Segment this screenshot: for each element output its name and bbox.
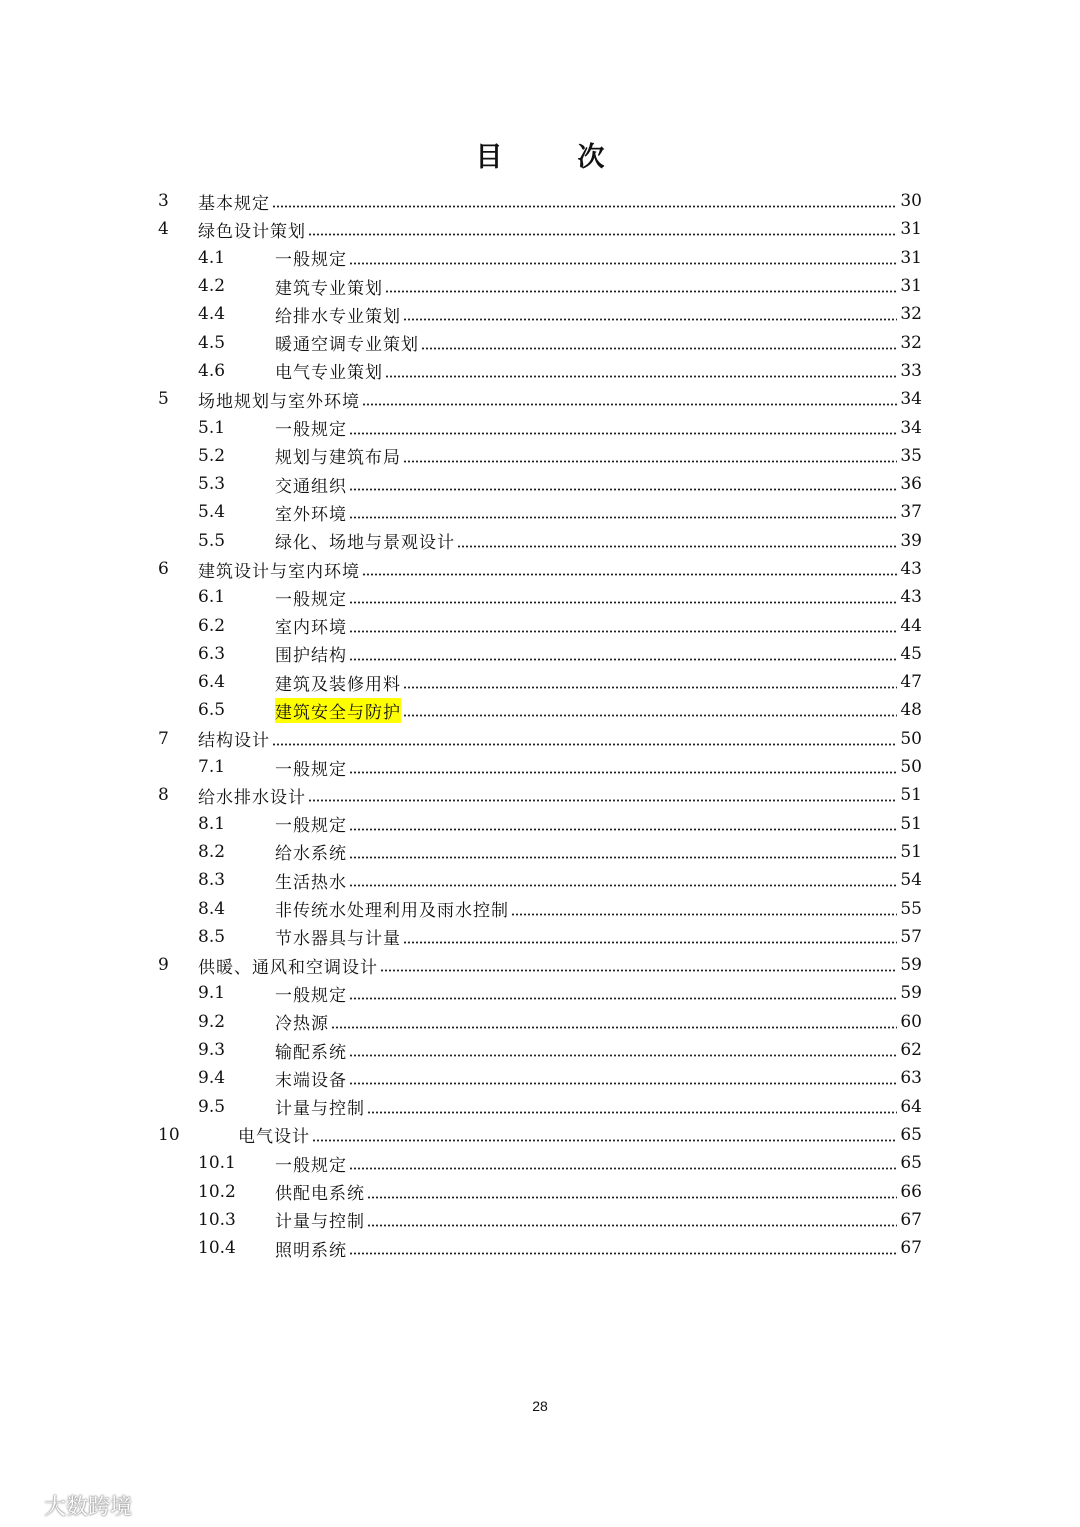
toc-entry: [158, 272, 922, 300]
toc-entry-title: 计量与控制: [275, 1099, 365, 1120]
toc-entry-number: 6: [158, 559, 169, 579]
toc-entry-title: 暖通空调专业策划: [275, 335, 419, 356]
toc-entry: [158, 1206, 922, 1234]
toc-entry-number: 10.4: [198, 1238, 236, 1259]
toc-entry-page: 65: [900, 1124, 922, 1145]
toc-entry: [158, 1093, 922, 1121]
toc-entry-title: 供配电系统: [275, 1184, 365, 1205]
toc-entry: [158, 668, 922, 696]
toc-entry-number: 5.5: [198, 530, 226, 551]
toc-entry-number: 9: [158, 955, 169, 976]
toc-entry: [158, 810, 922, 838]
toc-entry-number: 5.2: [198, 445, 226, 466]
toc-entry-number: 8.3: [198, 870, 226, 891]
toc-entry-number: 6.4: [198, 672, 226, 693]
toc-entry-page: 60: [900, 1011, 922, 1032]
dot-leader: [349, 251, 897, 265]
toc-entry-page: 32: [900, 304, 922, 325]
dot-leader: [403, 930, 897, 944]
toc-entry-page: 44: [900, 615, 922, 636]
dot-leader: [349, 619, 897, 633]
toc-entry-page: 57: [900, 926, 922, 947]
toc-entry-title: 规划与建筑布局: [275, 448, 401, 469]
toc-entry-title: 供暖、通风和空调设计: [198, 957, 378, 978]
toc-entry-page: 51: [900, 813, 922, 834]
toc-entry-number: 9.1: [198, 983, 226, 1004]
toc-entry-number: 7: [158, 728, 169, 749]
toc-entry-number: 9.3: [198, 1040, 226, 1061]
toc-entry-title: 建筑专业策划: [275, 278, 383, 299]
toc-entry: [158, 357, 922, 385]
watermark-text: 大数跨境: [44, 1495, 133, 1520]
toc-entry-title: 给水系统: [275, 844, 347, 865]
toc-entry: [158, 470, 922, 498]
toc-entry-number: 6.3: [198, 643, 226, 664]
toc-entry-page: 31: [900, 219, 922, 240]
toc-entry-title: 给排水专业策划: [275, 306, 401, 327]
dot-leader: [349, 421, 897, 435]
toc-entry-number: 7.1: [198, 757, 226, 778]
toc-entry-number: 8.5: [198, 926, 226, 947]
toc-entry-page: 48: [900, 700, 922, 721]
toc-entry-title: 一般规定: [275, 816, 347, 837]
toc-entry-page: 32: [900, 332, 922, 353]
toc-entry-page: 51: [900, 841, 922, 862]
dot-leader: [403, 675, 897, 689]
page-number: 28: [532, 1398, 548, 1414]
toc-entry-number: 6.2: [198, 615, 226, 636]
toc-entry-number: 5: [158, 389, 169, 410]
toc-entry: [158, 640, 922, 668]
toc-entry-title: 场地规划与室外环境: [198, 391, 360, 412]
dot-leader: [349, 1241, 897, 1255]
toc-entry-page: 50: [900, 757, 922, 778]
toc-entry-number: 4.5: [198, 332, 226, 353]
toc-entry-title: 围护结构: [275, 646, 347, 667]
toc-entry-number: 5.3: [198, 474, 226, 495]
toc-entry: [158, 923, 922, 951]
toc-entry-title: 一般规定: [275, 250, 347, 271]
dot-leader: [349, 1043, 897, 1057]
toc-entry: [158, 894, 922, 922]
dot-leader: [349, 1156, 897, 1170]
toc-entry-number: 4.4: [198, 304, 226, 325]
dot-leader: [511, 902, 897, 916]
toc-entry-title-highlighted: 建筑安全与防护: [275, 698, 401, 723]
weibo-logo-icon: [8, 1495, 38, 1517]
toc-entry-title: 一般规定: [275, 420, 347, 441]
toc-entry-page: 67: [900, 1238, 922, 1259]
toc-entry-title: 电气专业策划: [275, 363, 383, 384]
dot-leader: [380, 958, 897, 972]
dot-leader: [308, 222, 897, 236]
toc-entry-page: 51: [900, 785, 922, 806]
dot-leader: [362, 392, 897, 406]
dot-leader: [457, 534, 897, 548]
toc-entry-page: 45: [900, 643, 922, 664]
toc-entry-page: 43: [900, 559, 922, 579]
dot-leader: [349, 873, 897, 887]
toc-entry-page: 54: [900, 870, 922, 891]
toc-entry: [158, 1036, 922, 1064]
toc-entry-page: 37: [900, 502, 922, 523]
dot-leader: [362, 562, 897, 576]
toc-entry: [158, 1234, 922, 1262]
toc-entry-title: 室内环境: [275, 618, 347, 639]
toc-entry: [158, 725, 922, 753]
toc-entry: [158, 328, 922, 356]
toc-entry: [158, 215, 922, 243]
toc-entry-page: 47: [900, 672, 922, 693]
toc-entry: [158, 244, 922, 272]
toc-entry-page: 59: [900, 955, 922, 976]
toc-entry-number: 5.1: [198, 417, 226, 438]
dot-leader: [385, 364, 897, 378]
toc-entry-number: 10.2: [198, 1181, 236, 1202]
dot-leader: [331, 1015, 897, 1029]
toc-entry-number: 4: [158, 219, 169, 240]
toc-entry-title: 基本规定: [198, 193, 270, 214]
toc-entry-title: 生活热水: [275, 872, 347, 893]
toc-entry-title: 末端设备: [275, 1070, 347, 1091]
toc-entry: [158, 951, 922, 979]
table-of-contents: [158, 187, 922, 1262]
toc-entry-page: 31: [900, 247, 922, 268]
toc-entry: [158, 1008, 922, 1036]
toc-entry-page: 59: [900, 983, 922, 1004]
dot-leader: [403, 703, 897, 717]
toc-entry-page: 66: [900, 1181, 922, 1202]
dot-leader: [349, 647, 897, 661]
dot-leader: [349, 817, 897, 831]
toc-entry-number: 8: [158, 785, 169, 806]
dot-leader: [349, 477, 897, 491]
toc-entry-number: 9.2: [198, 1011, 226, 1032]
toc-entry-title: 电气设计: [238, 1127, 310, 1148]
toc-entry: [158, 866, 922, 894]
toc-entry-number: 6.5: [198, 700, 226, 721]
toc-entry-page: 43: [900, 587, 922, 608]
toc-entry-title: 室外环境: [275, 504, 347, 525]
toc-entry-page: 34: [900, 417, 922, 438]
toc-entry-number: 9.5: [198, 1096, 226, 1117]
toc-entry-title: 绿化、场地与景观设计: [275, 533, 455, 554]
toc-entry-number: 8.4: [198, 898, 226, 919]
dot-leader: [403, 307, 897, 321]
toc-entry-page: 65: [900, 1153, 922, 1174]
dot-leader: [367, 1213, 897, 1227]
toc-entry: [158, 781, 922, 809]
toc-entry-number: 4.2: [198, 276, 226, 297]
toc-entry: [158, 385, 922, 413]
toc-entry-number: 5.4: [198, 502, 226, 523]
toc-entry-page: 33: [900, 360, 922, 381]
toc-entry-title: 计量与控制: [275, 1212, 365, 1233]
toc-entry-page: 62: [900, 1040, 922, 1061]
toc-entry-page: 64: [900, 1096, 922, 1117]
dot-leader: [385, 279, 897, 293]
toc-entry: [158, 583, 922, 611]
toc-entry-page: 39: [900, 530, 922, 551]
toc-entry-title: 一般规定: [275, 1155, 347, 1176]
toc-entry-page: 50: [900, 728, 922, 749]
dot-leader: [403, 449, 897, 463]
toc-entry: [158, 1064, 922, 1092]
toc-entry-page: 55: [900, 898, 922, 919]
toc-entry-page: 34: [900, 389, 922, 410]
dot-leader: [272, 194, 897, 208]
toc-entry: [158, 1121, 922, 1149]
toc-entry: [158, 498, 922, 526]
toc-entry: [158, 187, 922, 215]
toc-entry-number: 8.1: [198, 813, 226, 834]
toc-entry-title: 照明系统: [275, 1240, 347, 1261]
toc-entry: [158, 838, 922, 866]
toc-entry-number: 6.1: [198, 587, 226, 608]
toc-entry-page: 35: [900, 445, 922, 466]
toc-entry-title: 建筑及装修用料: [275, 674, 401, 695]
page-title: 目 次: [475, 142, 629, 173]
toc-entry-number: 9.4: [198, 1068, 226, 1089]
dot-leader: [421, 336, 897, 350]
toc-entry-title: 一般规定: [275, 759, 347, 780]
dot-leader: [272, 732, 897, 746]
toc-entry: [158, 753, 922, 781]
dot-leader: [349, 1071, 897, 1085]
toc-entry-page: 63: [900, 1068, 922, 1089]
toc-entry-title: 输配系统: [275, 1042, 347, 1063]
toc-entry: [158, 300, 922, 328]
toc-entry-title: 一般规定: [275, 985, 347, 1006]
toc-entry-number: 3: [158, 191, 169, 212]
toc-entry-page: 31: [900, 276, 922, 297]
dot-leader: [349, 505, 897, 519]
toc-entry-title: 一般规定: [275, 589, 347, 610]
toc-entry-number: 4.6: [198, 360, 226, 381]
toc-entry: [158, 1149, 922, 1177]
toc-entry-title: 非传统水处理利用及雨水控制: [275, 901, 509, 922]
toc-entry-title: 冷热源: [275, 1014, 329, 1035]
toc-entry-title: 节水器具与计量: [275, 929, 401, 950]
toc-entry: [158, 1177, 922, 1205]
toc-entry: [158, 979, 922, 1007]
toc-entry-number: 10.3: [198, 1209, 236, 1230]
watermark: [8, 1490, 132, 1521]
dot-leader: [367, 1100, 897, 1114]
toc-entry: [158, 555, 922, 583]
toc-entry-number: 4.1: [198, 247, 226, 268]
toc-entry-number: 8.2: [198, 841, 226, 862]
toc-entry-title: 交通组织: [275, 476, 347, 497]
toc-entry-page: 30: [900, 191, 922, 212]
toc-entry: [158, 611, 922, 639]
toc-entry-title: 结构设计: [198, 731, 270, 752]
dot-leader: [349, 590, 897, 604]
toc-entry-page: 67: [900, 1209, 922, 1230]
dot-leader: [349, 986, 897, 1000]
toc-entry-title: 给水排水设计: [198, 787, 306, 808]
dot-leader: [367, 1185, 897, 1199]
dot-leader: [308, 788, 897, 802]
toc-entry: [158, 527, 922, 555]
toc-entry-title: 绿色设计策划: [198, 221, 306, 242]
toc-entry-number: 10.1: [198, 1153, 236, 1174]
toc-entry-title: 建筑设计与室内环境: [198, 561, 360, 582]
toc-entry-page: 36: [900, 474, 922, 495]
toc-entry: [158, 696, 922, 724]
dot-leader: [312, 1128, 897, 1142]
dot-leader: [349, 845, 897, 859]
dot-leader: [349, 760, 897, 774]
toc-entry: [158, 442, 922, 470]
toc-entry-number: 10: [158, 1124, 180, 1145]
toc-entry: [158, 413, 922, 441]
